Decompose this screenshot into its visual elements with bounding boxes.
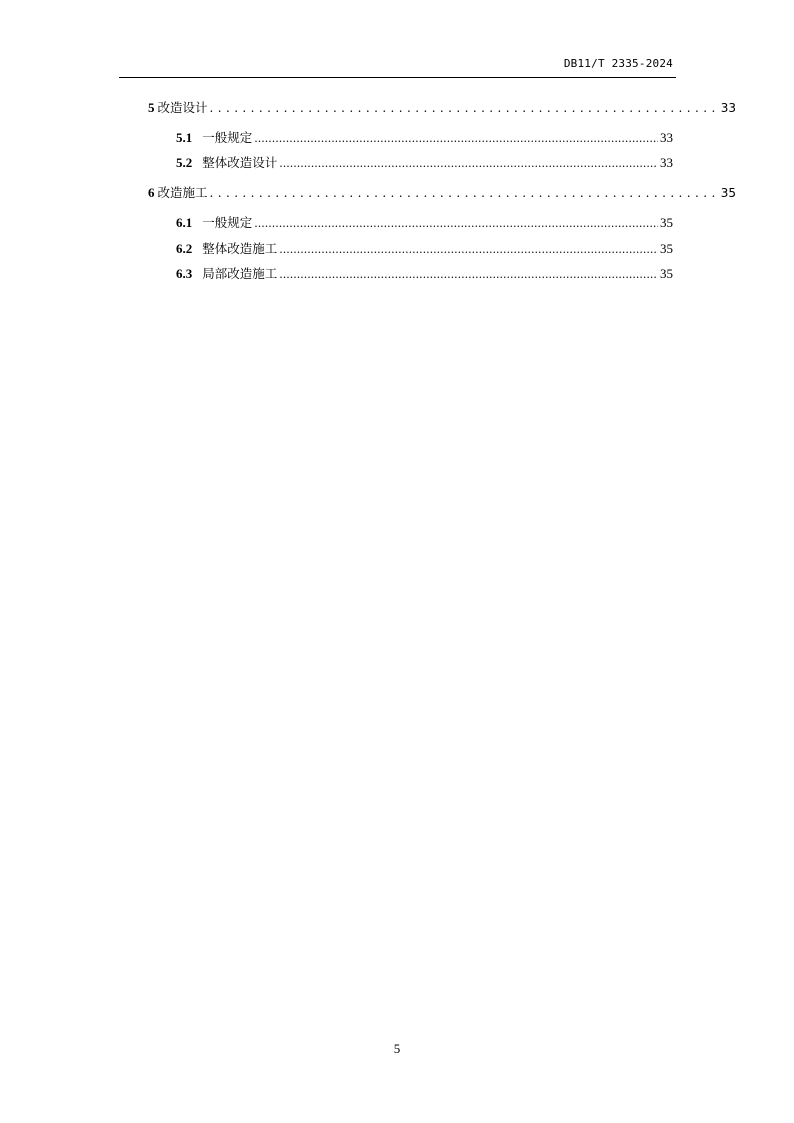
toc-page: 33 [720, 101, 736, 115]
toc-entry-section-5-1[interactable] [176, 130, 673, 147]
toc-page: 33 [660, 155, 673, 170]
toc-page: 35 [660, 241, 673, 256]
toc-entry-section-6-3[interactable] [176, 266, 673, 283]
dot-leader [279, 267, 658, 283]
page-number: 5 [393, 1041, 401, 1056]
toc-entry-section-6-1[interactable] [176, 215, 673, 232]
dot-leader [254, 131, 658, 147]
toc-title: 改造设计 [157, 100, 208, 115]
toc-title: 一般规定 [202, 215, 253, 230]
toc-entry-section-6-2[interactable] [176, 241, 673, 258]
toc-number: 5.1 [176, 130, 193, 145]
toc-number: 6.3 [176, 266, 193, 281]
dot-leader [210, 185, 719, 202]
dot-leader [210, 100, 719, 117]
toc-number: 6 [148, 185, 155, 200]
header-rule [119, 77, 676, 78]
toc-number: 5 [148, 100, 155, 115]
toc-number: 6.1 [176, 215, 193, 230]
toc-title: 局部改造施工 [202, 266, 278, 281]
toc-number: 5.2 [176, 155, 193, 170]
toc-entry-section-5-2[interactable] [176, 155, 673, 172]
dot-leader [279, 242, 658, 258]
toc-title: 整体改造设计 [202, 155, 278, 170]
toc-page: 35 [660, 266, 673, 281]
toc-title: 一般规定 [202, 130, 253, 145]
toc-page: 33 [660, 130, 673, 145]
dot-leader [279, 156, 658, 172]
toc-title: 改造施工 [157, 185, 208, 200]
toc-entry-chapter-6[interactable] [148, 185, 736, 202]
toc-page: 35 [720, 186, 736, 200]
standard-code: DB11/T 2335-2024 [563, 57, 673, 70]
toc-number: 6.2 [176, 241, 193, 256]
toc-entry-chapter-5[interactable] [148, 100, 736, 117]
toc-page: 35 [660, 215, 673, 230]
toc-title: 整体改造施工 [202, 241, 278, 256]
dot-leader [254, 216, 658, 232]
